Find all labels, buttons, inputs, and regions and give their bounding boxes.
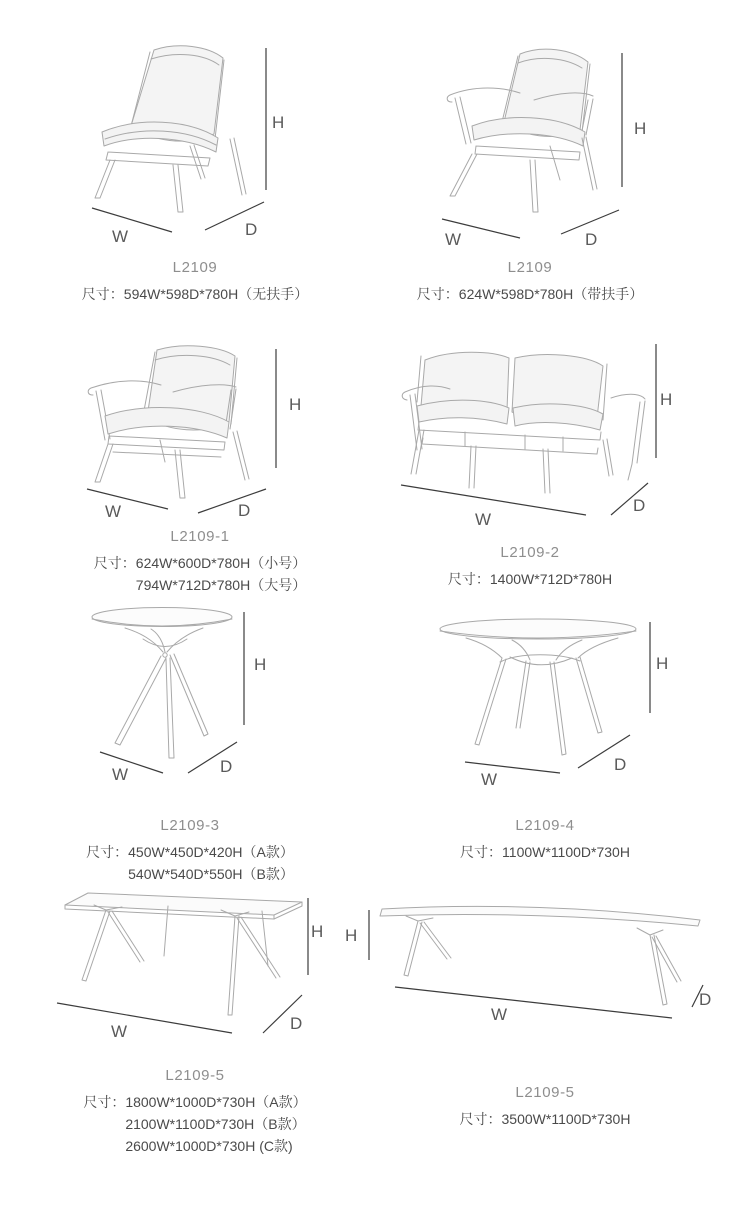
height-dim-label: H xyxy=(634,119,647,138)
figure-caption xyxy=(395,816,695,863)
sketch-strokes xyxy=(95,46,246,212)
model-number: L2109-4 xyxy=(515,817,575,834)
depth-dim-label: D xyxy=(614,755,627,774)
figure-caption xyxy=(40,527,360,596)
model-number: L2109-5 xyxy=(165,1067,225,1084)
width-line xyxy=(87,489,168,509)
figure-two-seater-sofa xyxy=(395,340,673,587)
spec-line: 尺寸：3500W*1100D*730H xyxy=(459,1111,631,1127)
dimension-lines xyxy=(100,612,244,776)
model-number: L2109-1 xyxy=(170,528,230,545)
sketch-strokes xyxy=(92,608,232,759)
depth-dim-label: D xyxy=(699,990,712,1009)
figure-caption xyxy=(30,1066,360,1157)
round-table-sketch xyxy=(430,600,665,785)
spec-lines xyxy=(448,568,612,590)
depth-dim-label: D xyxy=(290,1014,303,1033)
spec-line: 尺寸：624W*598D*780H（带扶手） xyxy=(416,286,644,302)
height-dim-label: H xyxy=(311,922,324,941)
width-dim-label: W xyxy=(105,502,122,521)
spec-line: 2600W*1000D*730H (C款) xyxy=(125,1138,293,1154)
sofa-sketch xyxy=(395,340,665,525)
width-dim-label: W xyxy=(112,227,129,246)
figure-lounge-chair xyxy=(75,340,307,593)
depth-line xyxy=(198,489,266,513)
width-dim-label: W xyxy=(111,1022,128,1041)
figure-side-chair xyxy=(50,38,309,302)
height-dim-label: H xyxy=(656,654,669,673)
spec-line: 540W*540D*550H（B款） xyxy=(128,866,294,882)
figure-round-dining-table xyxy=(430,600,669,860)
armchair-sketch xyxy=(430,38,660,253)
spec-line: 尺寸：1400W*712D*780H xyxy=(447,571,613,587)
height-dim-label: H xyxy=(345,926,358,945)
height-dim-label: H xyxy=(289,395,302,414)
width-line xyxy=(401,485,586,515)
depth-dim-label: D xyxy=(220,757,233,776)
figure-caption xyxy=(380,543,680,590)
side-chair-sketch xyxy=(50,38,300,253)
spec-lines xyxy=(460,841,630,863)
figure-tripod-side-table xyxy=(85,600,294,882)
depth-dim-label: D xyxy=(585,230,598,249)
depth-dim-label: D xyxy=(245,220,258,239)
figure-caption xyxy=(30,816,350,885)
depth-dim-label: D xyxy=(633,496,646,515)
model-number: L2109 xyxy=(507,259,553,276)
long-table-sketch xyxy=(340,895,715,1025)
width-line xyxy=(395,987,672,1018)
width-dim-label: W xyxy=(475,510,492,529)
depth-dim-label: D xyxy=(238,501,251,520)
spec-line: 尺寸：1100W*1100D*730H xyxy=(460,844,630,860)
figure-rect-dining-table xyxy=(50,880,335,1154)
model-number: L2109-3 xyxy=(160,817,220,834)
height-dim-label: H xyxy=(254,655,267,674)
spec-lines xyxy=(83,1091,306,1157)
tripod-table-sketch xyxy=(85,600,275,785)
spec-lines xyxy=(417,283,643,305)
figure-caption xyxy=(380,1083,710,1130)
sketch-strokes xyxy=(447,49,597,212)
figure-armchair xyxy=(416,38,660,302)
model-number: L2109 xyxy=(172,259,218,276)
sketch-strokes xyxy=(88,346,249,498)
width-line xyxy=(100,752,163,773)
spec-line: 尺寸：594W*598D*780H（无扶手） xyxy=(81,286,309,302)
figure-long-dining-table xyxy=(340,895,715,1127)
sketch-strokes xyxy=(402,352,645,493)
width-dim-label: W xyxy=(491,1005,508,1024)
dimension-lines xyxy=(465,622,650,773)
spec-lines xyxy=(82,283,308,305)
spec-line: 2100W*1100D*730H（B款） xyxy=(125,1116,306,1132)
spec-line: 794W*712D*780H（大号） xyxy=(135,577,307,593)
spec-line: 尺寸：624W*600D*780H（小号） xyxy=(93,555,307,571)
model-number: L2109-2 xyxy=(500,544,560,561)
spec-lines xyxy=(460,1108,631,1130)
width-dim-label: W xyxy=(112,765,129,784)
width-dim-label: W xyxy=(481,770,498,789)
sketch-strokes xyxy=(440,619,636,755)
sketch-strokes xyxy=(65,893,302,1015)
spec-line: 尺寸：450W*450D*420H（A款） xyxy=(86,844,294,860)
figure-caption xyxy=(45,258,345,305)
width-line xyxy=(465,762,560,773)
dimension-lines xyxy=(369,910,703,1018)
height-dim-label: H xyxy=(272,113,285,132)
spec-line: 尺寸：1800W*1000D*730H（A款） xyxy=(83,1094,307,1110)
spec-lines xyxy=(94,552,306,596)
width-dim-label: W xyxy=(445,230,462,249)
width-line xyxy=(92,208,172,232)
spec-lines xyxy=(86,841,294,885)
figure-caption xyxy=(380,258,680,305)
dimension-lines xyxy=(57,898,308,1033)
model-number: L2109-5 xyxy=(515,1084,575,1101)
lounge-chair-sketch xyxy=(75,340,305,520)
width-line xyxy=(57,1003,232,1033)
height-dim-label: H xyxy=(660,390,673,409)
